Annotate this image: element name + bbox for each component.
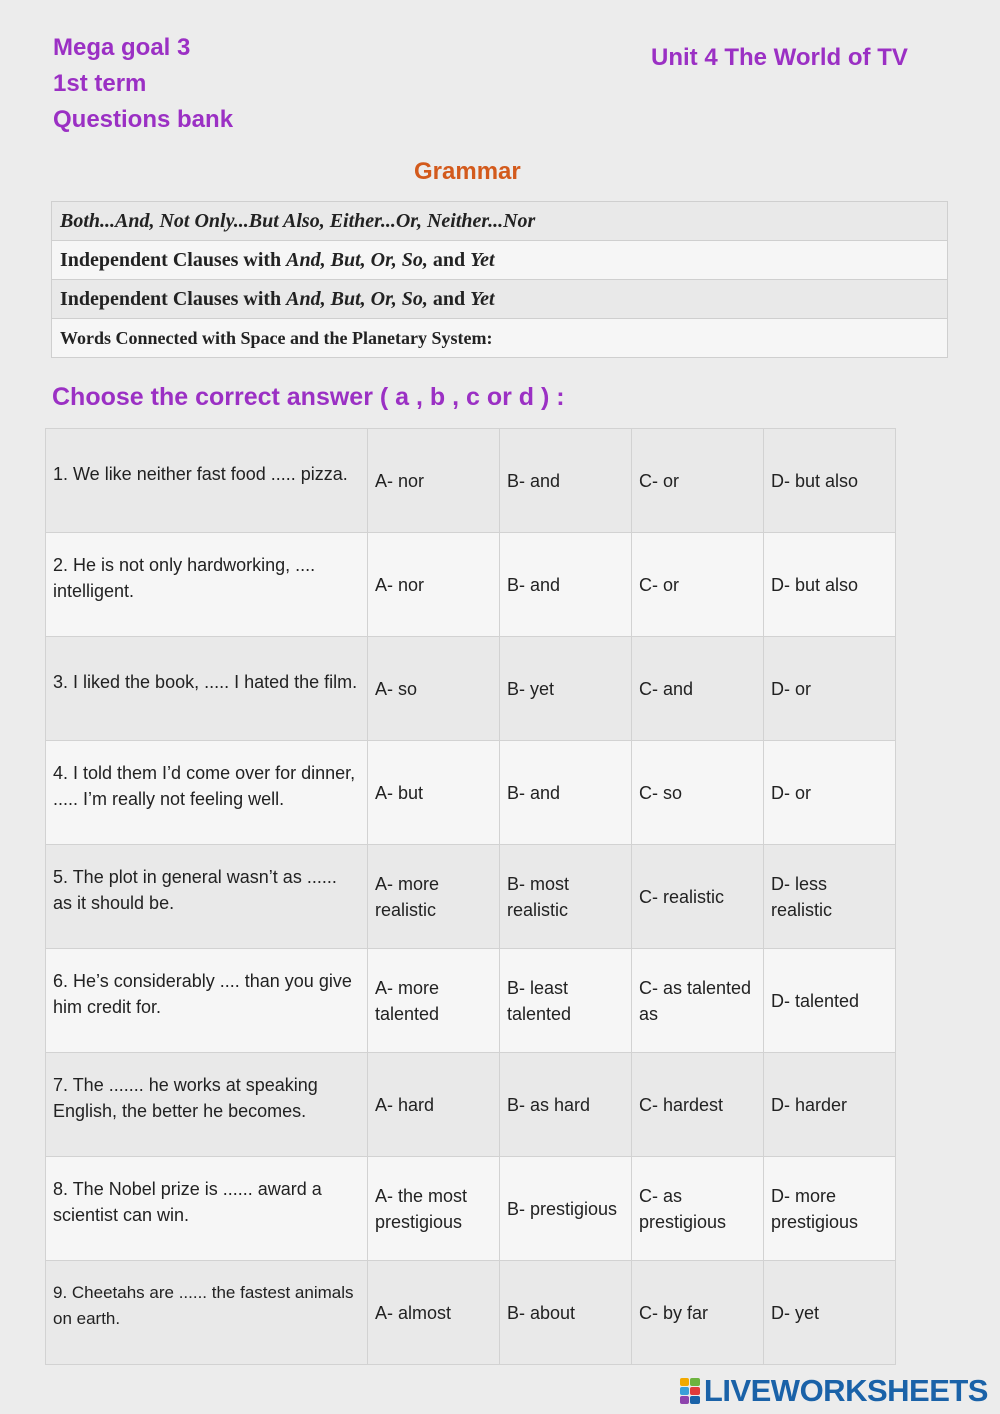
answer-option-a[interactable]: A- nor — [368, 429, 500, 533]
answer-option-b[interactable]: B- and — [500, 741, 632, 845]
question-text: 3. I liked the book, ..... I hated the film. — [46, 637, 368, 741]
answer-option-c[interactable]: C- and — [632, 637, 764, 741]
answer-option-d[interactable]: D- less realistic — [764, 845, 896, 949]
question-row — [46, 637, 896, 741]
answer-option-b[interactable]: B- least talented — [500, 949, 632, 1053]
logo-mark-icon — [680, 1378, 700, 1404]
logo-text: LIVEWORKSHEETS — [703, 1373, 988, 1408]
answer-option-b[interactable]: B- and — [500, 429, 632, 533]
answer-option-b[interactable]: B- yet — [500, 637, 632, 741]
grammar-title: Grammar — [414, 158, 521, 185]
answer-option-c[interactable]: C- by far — [632, 1261, 764, 1365]
answer-option-a[interactable]: A- more talented — [368, 949, 500, 1053]
answer-option-c[interactable]: C- realistic — [632, 845, 764, 949]
question-row — [46, 1261, 896, 1365]
topic-row — [52, 280, 948, 319]
answer-option-d[interactable]: D- yet — [764, 1261, 896, 1365]
answer-option-b[interactable]: B- about — [500, 1261, 632, 1365]
question-text: 9. Cheetahs are ...... the fastest animals on earth. — [46, 1261, 368, 1365]
answer-option-d[interactable]: D- more prestigious — [764, 1157, 896, 1261]
question-row — [46, 1053, 896, 1157]
answer-option-d[interactable]: D- talented — [764, 949, 896, 1053]
answer-option-a[interactable]: A- the most prestigious — [368, 1157, 500, 1261]
answer-option-c[interactable]: C- or — [632, 429, 764, 533]
topic-cell — [52, 202, 948, 241]
question-text: 1. We like neither fast food ..... pizza. — [46, 429, 368, 533]
answer-option-c[interactable]: C- as prestigious — [632, 1157, 764, 1261]
topic-row — [52, 319, 948, 358]
answer-option-a[interactable]: A- nor — [368, 533, 500, 637]
answer-option-b[interactable]: B- prestigious — [500, 1157, 632, 1261]
question-row — [46, 949, 896, 1053]
question-text: 7. The ....... he works at speaking English, the better he becomes. — [46, 1053, 368, 1157]
topic-text: Both...And, Not Only...But Also, Either...Or, Neither...Nor — [60, 209, 536, 232]
question-row — [46, 429, 896, 533]
topic-cell: Independent Clauses with And, But, Or, So, and Yet — [52, 241, 948, 280]
answer-option-d[interactable]: D- but also — [764, 429, 896, 533]
answer-option-b[interactable]: B- and — [500, 533, 632, 637]
answer-option-a[interactable]: A- but — [368, 741, 500, 845]
answer-option-c[interactable]: C- so — [632, 741, 764, 845]
answer-option-a[interactable]: A- almost — [368, 1261, 500, 1365]
question-row — [46, 1157, 896, 1261]
topic-row — [52, 202, 948, 241]
question-row — [46, 845, 896, 949]
questions-table — [45, 428, 896, 1365]
question-text: 6. He’s considerably .... than you give him credit for. — [46, 949, 368, 1053]
header-block — [53, 30, 233, 138]
answer-option-d[interactable]: D- but also — [764, 533, 896, 637]
answer-option-a[interactable]: A- hard — [368, 1053, 500, 1157]
question-text: 8. The Nobel prize is ...... award a scientist can win. — [46, 1157, 368, 1261]
liveworksheets-logo — [680, 1373, 988, 1409]
topic-cell: Words Connected with Space and the Planetary System: — [52, 319, 948, 358]
answer-option-d[interactable]: D- harder — [764, 1053, 896, 1157]
topic-row — [52, 241, 948, 280]
course-title: Mega goal 3 — [53, 34, 191, 61]
bank-label: Questions bank — [53, 106, 234, 133]
answer-option-c[interactable]: C- as talented as — [632, 949, 764, 1053]
answer-option-b[interactable]: B- most realistic — [500, 845, 632, 949]
instruction-heading: Choose the correct answer ( a , b , c or d ) : — [52, 383, 565, 411]
answer-option-c[interactable]: C- hardest — [632, 1053, 764, 1157]
answer-option-c[interactable]: C- or — [632, 533, 764, 637]
answer-option-a[interactable]: A- more realistic — [368, 845, 500, 949]
question-row — [46, 533, 896, 637]
unit-title: Unit 4 The World of TV — [651, 44, 908, 71]
answer-option-d[interactable]: D- or — [764, 741, 896, 845]
topic-cell: Independent Clauses with And, But, Or, So, and Yet — [52, 280, 948, 319]
question-text: 5. The plot in general wasn’t as ...... as it should be. — [46, 845, 368, 949]
question-text: 2. He is not only hardworking, .... intelligent. — [46, 533, 368, 637]
question-row — [46, 741, 896, 845]
answer-option-d[interactable]: D- or — [764, 637, 896, 741]
answer-option-a[interactable]: A- so — [368, 637, 500, 741]
term-label: 1st term — [53, 70, 147, 97]
question-text: 4. I told them I’d come over for dinner, ..... I’m really not feeling well. — [46, 741, 368, 845]
answer-option-b[interactable]: B- as hard — [500, 1053, 632, 1157]
grammar-topics-table — [51, 201, 948, 358]
